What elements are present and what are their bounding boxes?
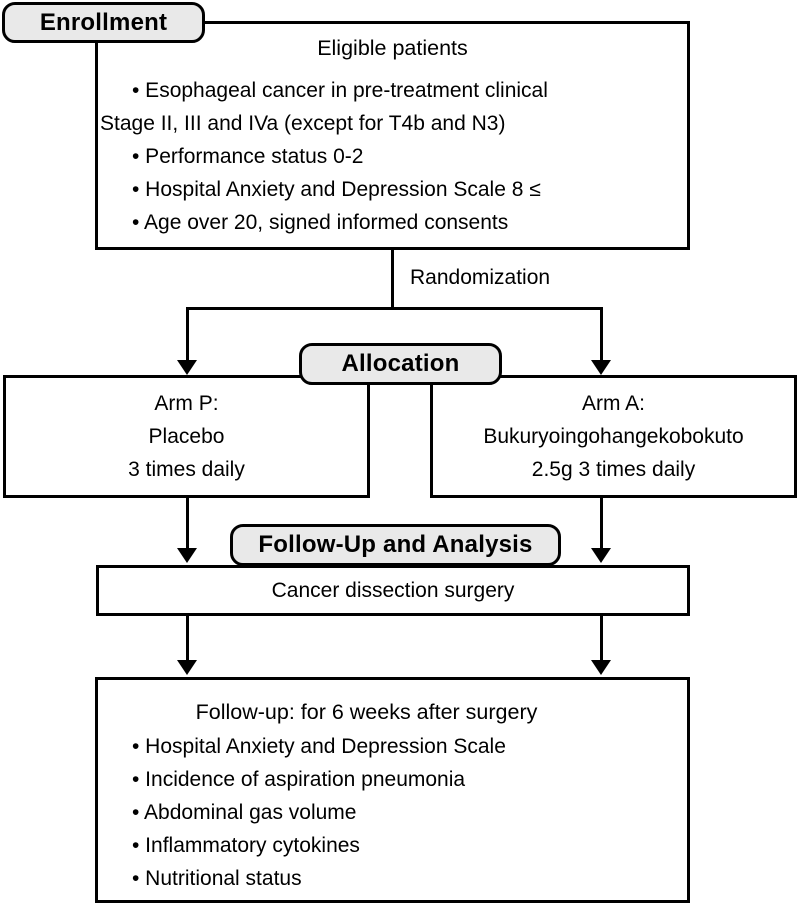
followup-outcome: • Incidence of aspiration pneumonia (132, 768, 466, 791)
followup-box (95, 677, 690, 903)
arrowhead-to-arm-a (591, 360, 611, 375)
eligibility-criterion: • Performance status 0-2 (132, 145, 364, 168)
arm-a-box (430, 375, 797, 498)
surgery-right-down-line (600, 616, 603, 662)
arm-a-down-line (600, 498, 603, 550)
eligibility-criterion-continued: Stage II, III and IVa (except for T4b and N3) (100, 112, 506, 135)
arm-a-dose: 2.5g 3 times daily (531, 458, 696, 481)
followup-outcome: • Hospital Anxiety and Depression Scale (132, 735, 506, 758)
arrowhead-arm-p-to-surgery (177, 548, 197, 563)
arm-p-down-line (186, 498, 189, 550)
arrowhead-to-arm-p (177, 360, 197, 375)
surgery-label: Cancer dissection surgery (271, 579, 515, 602)
eligible-patients-title: Eligible patients (317, 36, 468, 60)
enrollment-stage-label: Enrollment (2, 2, 205, 43)
followup-outcome: • Abdominal gas volume (132, 801, 357, 824)
allocation-stage-label: Allocation (299, 343, 502, 385)
branch-line (186, 307, 603, 310)
followup-stage-label: Follow-Up and Analysis (230, 524, 561, 566)
arrowhead-arm-a-to-surgery (591, 548, 611, 563)
eligibility-criterion: • Age over 20, signed informed consents (132, 211, 509, 234)
eligible-patients-box (95, 21, 690, 250)
branch-right-drop (600, 307, 603, 362)
followup-outcome: • Inflammatory cytokines (132, 834, 360, 857)
followup-outcome: • Nutritional status (132, 867, 302, 890)
arrowhead-right-to-followup (591, 660, 611, 675)
branch-left-drop (186, 307, 189, 362)
arrowhead-left-to-followup (177, 660, 197, 675)
surgery-box (96, 565, 690, 616)
arm-a-treatment: Bukuryoingohangekobokuto (483, 425, 744, 448)
arm-a-name: Arm A: (581, 392, 645, 415)
randomization-label: Randomization (410, 266, 551, 289)
randomization-connector-line (391, 248, 394, 310)
eligibility-criterion: • Hospital Anxiety and Depression Scale 8 ≤ (132, 178, 541, 201)
arm-p-name: Arm P: (154, 392, 219, 415)
followup-title: Follow-up: for 6 weeks after surgery (195, 700, 538, 724)
arm-p-dose: 3 times daily (128, 458, 245, 481)
arm-p-treatment: Placebo (148, 425, 225, 448)
surgery-left-down-line (186, 616, 189, 662)
arm-p-box (3, 375, 370, 498)
eligibility-criterion: • Esophageal cancer in pre-treatment clinical (132, 79, 548, 102)
